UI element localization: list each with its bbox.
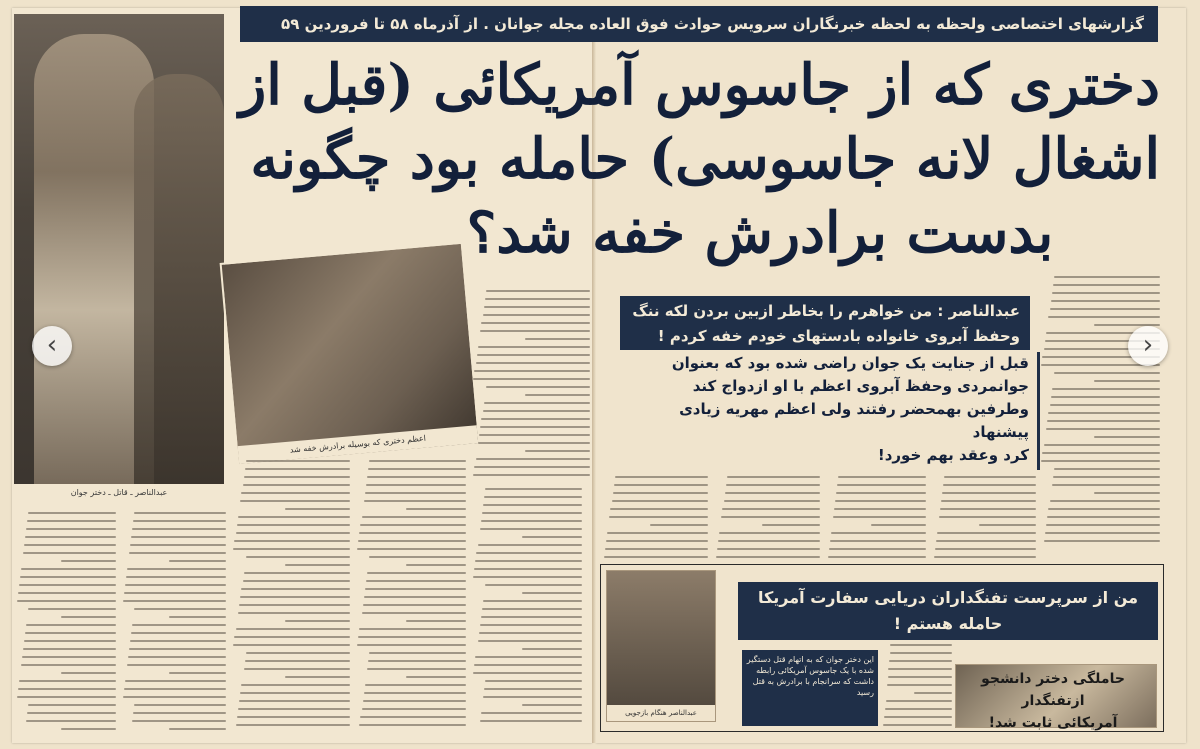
text-line xyxy=(25,632,116,634)
subheading-line-3: وطرفین بهمحضر رفتند ولی اعظم مهریه زیادی پیشنهاد xyxy=(679,400,1029,441)
text-line xyxy=(726,484,820,486)
text-line xyxy=(18,592,116,594)
clipping-headline-line-2: آمریکائی ثابت شد! xyxy=(988,715,1118,731)
text-line xyxy=(722,508,820,510)
text-line xyxy=(486,290,590,292)
text-line xyxy=(727,476,820,478)
text-line xyxy=(481,322,590,324)
text-line xyxy=(1054,276,1160,278)
text-line xyxy=(615,476,708,478)
headline-line-3: بدست برادرش خفه شد؟ xyxy=(466,200,1054,266)
text-line xyxy=(24,640,116,642)
text-line xyxy=(475,656,582,658)
text-line xyxy=(368,660,466,662)
text-line xyxy=(169,728,226,730)
text-line xyxy=(244,572,350,574)
text-column xyxy=(122,512,226,732)
text-column xyxy=(1040,276,1160,556)
text-line xyxy=(61,672,116,674)
text-line xyxy=(837,484,926,486)
text-line xyxy=(236,628,350,630)
text-line xyxy=(240,500,350,502)
text-line xyxy=(238,612,350,614)
text-column xyxy=(16,512,116,732)
text-line xyxy=(285,508,350,510)
text-line xyxy=(1048,316,1160,318)
text-line xyxy=(476,362,590,364)
text-line xyxy=(131,632,226,634)
text-line xyxy=(1054,468,1160,470)
photo-suspect xyxy=(14,14,224,502)
text-line xyxy=(483,314,590,316)
text-line xyxy=(1052,292,1160,294)
text-line xyxy=(241,492,350,494)
text-line xyxy=(834,508,926,510)
text-line xyxy=(478,640,583,642)
text-line xyxy=(26,528,116,530)
text-line xyxy=(364,692,466,694)
text-line xyxy=(484,306,590,308)
text-line xyxy=(359,532,466,534)
text-line xyxy=(17,696,116,698)
text-line xyxy=(365,588,466,590)
text-line xyxy=(240,596,350,598)
text-line xyxy=(979,524,1036,526)
text-line xyxy=(613,492,708,494)
text-line xyxy=(61,728,116,730)
text-line xyxy=(831,532,926,534)
text-line xyxy=(126,576,226,578)
text-line xyxy=(484,688,582,690)
text-line xyxy=(124,688,226,690)
text-column xyxy=(826,476,926,560)
text-line xyxy=(481,418,590,420)
text-line xyxy=(650,524,708,526)
text-line xyxy=(363,604,466,606)
text-line xyxy=(610,508,708,510)
text-line xyxy=(367,668,466,670)
text-line xyxy=(1053,476,1160,478)
text-line xyxy=(360,716,466,718)
text-line xyxy=(123,600,226,602)
text-line xyxy=(169,616,226,618)
text-line xyxy=(612,500,708,502)
text-line xyxy=(835,500,926,502)
text-line xyxy=(358,636,466,638)
text-line xyxy=(614,484,708,486)
text-line xyxy=(481,616,582,618)
text-line xyxy=(606,540,708,542)
text-line xyxy=(363,700,466,702)
top-banner: گزارشهای اختصاصی ولحظه به لحظه خبرنگاران سرویس حوادث فوق العاده مجله جوانان . از آذرماه ۵۸ تا فروردین ۵۹ xyxy=(240,6,1158,42)
text-line xyxy=(233,644,350,646)
text-line xyxy=(285,676,350,678)
text-line xyxy=(27,520,116,522)
text-line xyxy=(829,548,926,550)
text-line xyxy=(1054,372,1160,374)
subheading xyxy=(630,352,1040,470)
text-line xyxy=(1048,412,1160,414)
text-line xyxy=(27,712,116,714)
text-line xyxy=(131,536,226,538)
text-line xyxy=(125,680,226,682)
text-line xyxy=(474,466,590,468)
text-line xyxy=(240,692,350,694)
photo-inset xyxy=(606,570,716,722)
text-line xyxy=(485,298,590,300)
text-line xyxy=(1051,300,1160,302)
text-line xyxy=(28,704,116,706)
text-line xyxy=(479,632,582,634)
text-line xyxy=(130,640,226,642)
text-line xyxy=(1050,404,1160,406)
text-line xyxy=(1048,508,1160,510)
text-line xyxy=(19,584,116,586)
text-line xyxy=(1046,524,1160,526)
text-line xyxy=(134,512,226,514)
text-line xyxy=(1050,500,1160,502)
text-line xyxy=(473,672,582,674)
text-line xyxy=(127,568,226,570)
text-line xyxy=(940,508,1036,510)
text-line xyxy=(609,516,708,518)
inset-headline-box xyxy=(738,582,1158,640)
text-line xyxy=(357,548,466,550)
carousel-prev-button[interactable] xyxy=(32,326,72,366)
clipping-headline-line-1: حاملگی دختر دانشجو ازتفنگدار xyxy=(981,671,1125,709)
text-line xyxy=(127,664,226,666)
text-line xyxy=(476,552,582,554)
text-line xyxy=(830,540,926,542)
text-line xyxy=(364,500,466,502)
text-line xyxy=(246,460,350,462)
text-column xyxy=(472,290,590,480)
text-line xyxy=(26,720,116,722)
text-line xyxy=(23,552,116,554)
text-line xyxy=(1046,428,1160,430)
text-line xyxy=(480,426,590,428)
text-line xyxy=(935,548,1036,550)
text-line xyxy=(124,592,226,594)
text-line xyxy=(132,720,226,722)
text-line xyxy=(132,528,226,530)
text-line xyxy=(246,652,350,654)
text-line xyxy=(480,330,590,332)
quote-line-2: وحفظ آبروی خانواده بادستهای خودم خفه کردم ! xyxy=(657,327,1020,345)
text-line xyxy=(285,620,350,622)
text-line xyxy=(233,548,350,550)
text-line xyxy=(169,560,226,562)
text-line xyxy=(237,524,350,526)
text-line xyxy=(1042,452,1160,454)
text-line xyxy=(1044,540,1160,542)
text-line xyxy=(486,386,590,388)
text-line xyxy=(130,544,226,546)
text-line xyxy=(238,708,350,710)
text-line xyxy=(245,660,350,662)
text-line xyxy=(718,540,820,542)
text-line xyxy=(366,580,466,582)
text-column xyxy=(472,488,582,730)
text-line xyxy=(357,644,466,646)
text-line xyxy=(21,664,116,666)
text-line xyxy=(607,532,708,534)
text-line xyxy=(246,556,350,558)
text-line xyxy=(871,524,926,526)
subheading-line-4: کرد وعقد بهم خورد! xyxy=(877,446,1029,464)
text-line xyxy=(522,648,583,650)
text-line xyxy=(367,572,466,574)
text-line xyxy=(939,516,1036,518)
text-line xyxy=(474,568,582,570)
text-line xyxy=(367,476,466,478)
text-line xyxy=(234,540,350,542)
text-line xyxy=(25,536,116,538)
text-line xyxy=(239,700,350,702)
text-line xyxy=(478,544,583,546)
text-line xyxy=(241,588,350,590)
text-column xyxy=(356,460,466,730)
text-line xyxy=(406,564,467,566)
text-line xyxy=(236,532,350,534)
text-line xyxy=(359,628,466,630)
text-line xyxy=(481,520,582,522)
photo-caption: عبدالناصر هنگام بازجویی xyxy=(607,705,715,721)
text-line xyxy=(169,672,226,674)
text-line xyxy=(362,516,467,518)
quote-box xyxy=(620,296,1030,350)
text-line xyxy=(836,492,926,494)
text-line xyxy=(480,528,582,530)
text-line xyxy=(133,712,226,714)
text-line xyxy=(24,544,116,546)
text-line xyxy=(717,548,820,550)
text-line xyxy=(364,596,466,598)
text-line xyxy=(1052,484,1160,486)
text-line xyxy=(721,516,820,518)
text-line xyxy=(406,676,467,678)
text-line xyxy=(484,402,590,404)
text-line xyxy=(123,696,226,698)
subheading-line-2: جوانمردی وحفظ آبروی اعظم با او ازدواج کند xyxy=(692,377,1029,395)
text-line xyxy=(1047,420,1160,422)
text-line xyxy=(236,724,350,726)
text-line xyxy=(828,556,926,558)
quote-line-1: عبدالناصر : من خواهرم را بخاطر ازبین بردن لکه ننگ xyxy=(632,302,1020,320)
text-line xyxy=(478,442,590,444)
text-column xyxy=(602,476,708,560)
text-line xyxy=(243,580,350,582)
inset-headline-line-1: من از سرپرست تفنگداران دریایی سفارت آمریکا xyxy=(757,588,1139,607)
text-line xyxy=(838,476,926,478)
text-line xyxy=(522,536,583,538)
text-line xyxy=(237,716,350,718)
text-line xyxy=(762,524,820,526)
text-line xyxy=(473,378,590,380)
text-line xyxy=(941,500,1036,502)
text-line xyxy=(482,512,582,514)
text-line xyxy=(369,556,466,558)
text-line xyxy=(362,612,467,614)
subheading-line-1: قبل از جنایت یک جوان راضی شده بود که بعنوان xyxy=(671,354,1029,372)
text-line xyxy=(128,656,226,658)
text-line xyxy=(479,434,590,436)
text-line xyxy=(20,576,116,578)
text-line xyxy=(359,724,466,726)
text-line xyxy=(478,346,590,348)
text-line xyxy=(22,656,116,658)
clipping-headline xyxy=(958,668,1148,731)
text-line xyxy=(134,608,226,610)
text-line xyxy=(285,564,350,566)
text-column xyxy=(232,460,350,730)
text-line xyxy=(1041,460,1160,462)
text-line xyxy=(483,504,582,506)
text-line xyxy=(17,600,116,602)
text-line xyxy=(129,648,226,650)
text-line xyxy=(365,492,466,494)
chevron-left-icon: ‹ xyxy=(46,330,58,360)
text-line xyxy=(1094,492,1160,494)
text-line xyxy=(358,540,466,542)
text-line xyxy=(725,492,820,494)
carousel-next-button[interactable] xyxy=(1128,326,1168,366)
text-line xyxy=(369,460,466,462)
text-line xyxy=(473,474,590,476)
text-line xyxy=(525,338,590,340)
text-line xyxy=(132,624,226,626)
text-line xyxy=(1044,444,1160,446)
text-column xyxy=(714,476,820,560)
text-line xyxy=(605,548,708,550)
text-line xyxy=(1094,436,1160,438)
text-line xyxy=(485,488,582,490)
text-line xyxy=(362,708,467,710)
text-line xyxy=(133,520,226,522)
text-line xyxy=(1053,284,1160,286)
text-line xyxy=(604,556,708,558)
text-line xyxy=(28,512,116,514)
text-line xyxy=(934,556,1036,558)
text-line xyxy=(1050,308,1160,310)
text-line xyxy=(936,540,1036,542)
text-line xyxy=(485,680,582,682)
text-line xyxy=(477,354,590,356)
text-line xyxy=(1047,516,1160,518)
text-line xyxy=(481,712,582,714)
chevron-right-icon: › xyxy=(1142,330,1154,360)
text-line xyxy=(23,648,116,650)
text-line xyxy=(483,600,582,602)
text-line xyxy=(243,484,350,486)
text-line xyxy=(484,496,582,498)
text-line xyxy=(360,524,466,526)
text-line xyxy=(724,500,820,502)
text-line xyxy=(244,476,350,478)
text-line xyxy=(28,608,116,610)
photo-victim xyxy=(220,242,481,466)
headline-line-1: دختری که از جاسوس آمریکائی (قبل از xyxy=(239,52,1160,118)
text-line xyxy=(19,680,116,682)
text-line xyxy=(525,450,590,452)
text-line xyxy=(18,688,116,690)
text-line xyxy=(369,652,466,654)
text-line xyxy=(365,684,466,686)
text-line xyxy=(474,370,590,372)
text-line xyxy=(475,560,582,562)
text-line xyxy=(244,668,350,670)
text-line xyxy=(483,410,590,412)
text-line xyxy=(1051,396,1160,398)
text-line xyxy=(482,608,582,610)
text-line xyxy=(234,636,350,638)
text-line xyxy=(474,664,582,666)
text-line xyxy=(245,468,350,470)
headline-line-2: اشغال لانه جاسوسی) حامله بود چگونه xyxy=(250,126,1160,192)
text-line xyxy=(522,592,583,594)
text-line xyxy=(480,624,582,626)
text-line xyxy=(1052,388,1160,390)
text-line xyxy=(129,552,226,554)
text-line xyxy=(134,704,226,706)
text-line xyxy=(719,532,820,534)
headline xyxy=(239,48,1160,278)
text-line xyxy=(241,684,350,686)
text-line xyxy=(525,394,590,396)
text-line xyxy=(943,484,1036,486)
text-line xyxy=(473,576,582,578)
photo-figure-background xyxy=(134,74,224,494)
text-line xyxy=(406,620,467,622)
text-line xyxy=(61,616,116,618)
text-line xyxy=(406,508,467,510)
inset-headline-line-2: حامله هستم ! xyxy=(893,614,1003,633)
text-line xyxy=(238,516,350,518)
text-line xyxy=(716,556,820,558)
inset-text-box: این دختر جوان که به اتهام قتل دستگیر شده با یک جاسوس آمریکائی رابطه داشت که سرانجام با برادرش به قتل رسید xyxy=(742,650,878,726)
text-line xyxy=(125,584,226,586)
text-line xyxy=(239,604,350,606)
text-column xyxy=(932,476,1036,560)
text-line xyxy=(833,516,926,518)
photo-caption: اعظم دختری که بوسیله برادرش خفه شد xyxy=(238,425,479,464)
text-line xyxy=(942,492,1036,494)
text-line xyxy=(366,484,466,486)
text-line xyxy=(937,532,1036,534)
text-line xyxy=(476,458,590,460)
text-line xyxy=(61,560,116,562)
text-line xyxy=(1094,380,1160,382)
text-line xyxy=(1045,532,1160,534)
text-line xyxy=(21,568,116,570)
text-line xyxy=(485,584,582,586)
text-line xyxy=(522,704,583,706)
text-line xyxy=(483,696,582,698)
text-line xyxy=(368,468,466,470)
photo-caption: عبدالناصر ـ قاتل ـ دختر جوان xyxy=(14,484,224,502)
text-line xyxy=(480,720,582,722)
text-line xyxy=(944,476,1036,478)
text-line xyxy=(26,624,116,626)
